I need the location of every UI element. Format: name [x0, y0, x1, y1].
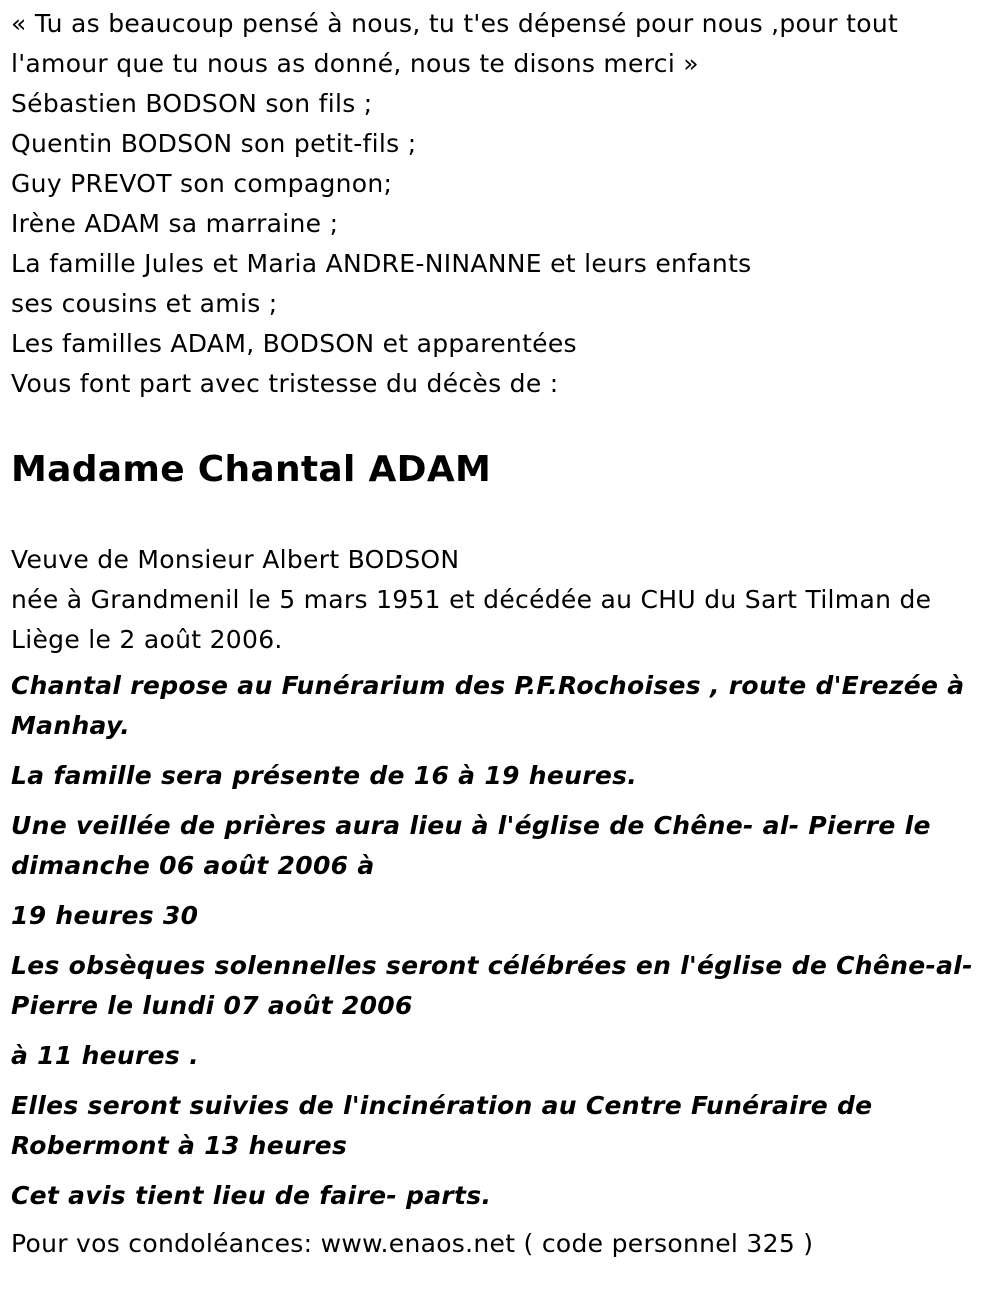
detail-notice: Cet avis tient lieu de faire- parts. [11, 1181, 492, 1210]
family-related: Les familles ADAM, BODSON et apparentées [11, 329, 577, 358]
detail-funerarium: Chantal repose au Funérarium des P.F.Rochoises , route d'Erezée à Manhay. [11, 671, 965, 740]
family-member-godmother: Irène ADAM sa marraine ; [11, 209, 339, 238]
birth-death-info: née à Grandmenil le 5 mars 1951 et décédée au CHU du Sart Tilman de Liège le 2 août 2006. [11, 585, 932, 654]
announcement-line: Vous font part avec tristesse du décès de : [11, 369, 559, 398]
family-member-son: Sébastien BODSON son fils ; [11, 89, 373, 118]
detail-vigil: Une veillée de prières aura lieu à l'église de Chêne- al- Pierre le dimanche 06 août 2006 à [11, 811, 931, 880]
intro-quote-line-2: l'amour que tu nous as donné, nous te disons merci » [11, 49, 699, 78]
detail-family-presence: La famille sera présente de 16 à 19 heures. [11, 761, 638, 790]
intro-block [11, 4, 989, 404]
detail-cremation: Elles seront suivies de l'incinération au Centre Funéraire de Robermont à 13 heures [11, 1091, 873, 1160]
family-cousins-friends: ses cousins et amis ; [11, 289, 278, 318]
deceased-name: Madame Chantal ADAM [11, 449, 492, 490]
condolences-line: Pour vos condoléances: www.enaos.net ( code personnel 325 ) [11, 1229, 814, 1258]
widow-of: Veuve de Monsieur Albert BODSON [11, 545, 460, 574]
detail-funeral-time: à 11 heures . [11, 1041, 199, 1070]
family-member-andre-ninanne: La famille Jules et Maria ANDRE-NINANNE et leurs enfants [11, 249, 752, 278]
detail-vigil-time: 19 heures 30 [11, 901, 199, 930]
family-member-companion: Guy PREVOT son compagnon; [11, 169, 393, 198]
family-member-grandson: Quentin BODSON son petit-fils ; [11, 129, 417, 158]
intro-quote-line-1: « Tu as beaucoup pensé à nous, tu t'es dépensé pour nous ,pour tout [11, 9, 899, 38]
detail-funeral: Les obsèques solennelles seront célébrées en l'église de Chêne-al-Pierre le lundi 07 août 2006 [11, 951, 973, 1020]
details-block [11, 666, 989, 1216]
